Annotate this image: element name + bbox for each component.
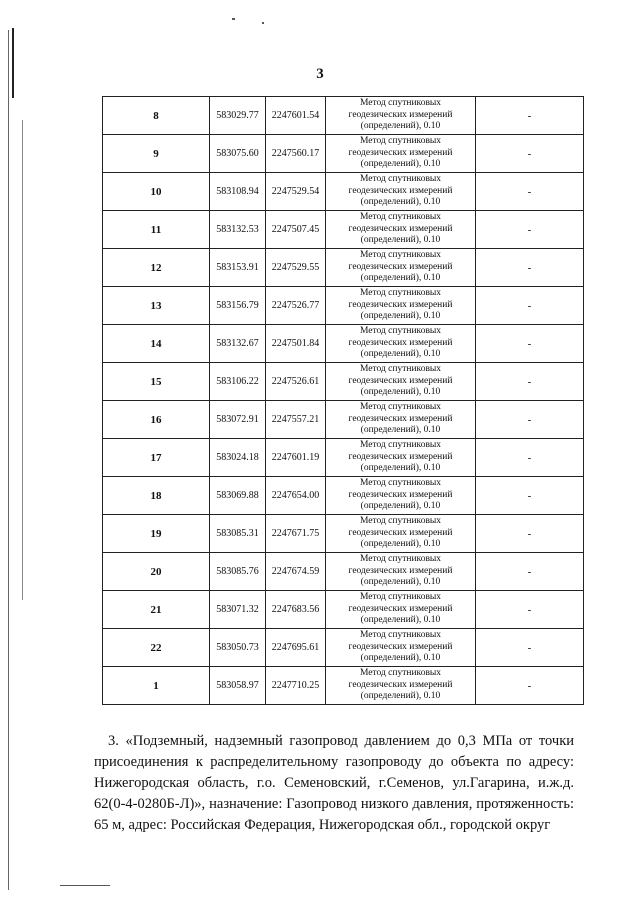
method-cell [326, 477, 476, 515]
method-line: Метод спутниковых [359, 592, 442, 603]
point-number-cell: 16 [103, 401, 210, 439]
method-cell [326, 439, 476, 477]
extra-cell: - [476, 249, 584, 287]
method-line: геодезических измерений [348, 223, 453, 234]
y-coordinate-cell: 2247507.45 [266, 211, 326, 249]
point-number-cell: 12 [103, 249, 210, 287]
y-coordinate-cell: 2247529.55 [266, 249, 326, 287]
method-line: Метод спутниковых [359, 288, 442, 299]
x-coordinate-cell: 583085.31 [210, 515, 266, 553]
x-coordinate-cell: 583085.76 [210, 553, 266, 591]
method-line: (определений), 0.10 [360, 235, 441, 246]
extra-cell: - [476, 439, 584, 477]
table-row [103, 249, 584, 287]
extra-cell: - [476, 135, 584, 173]
extra-cell: - [476, 173, 584, 211]
method-line: геодезических измерений [348, 147, 453, 158]
method-line: Метод спутниковых [359, 402, 442, 413]
table-row [103, 553, 584, 591]
scan-margin-line [8, 30, 9, 890]
point-number-cell: 10 [103, 173, 210, 211]
point-number-cell: 21 [103, 591, 210, 629]
y-coordinate-cell: 2247601.19 [266, 439, 326, 477]
extra-cell: - [476, 401, 584, 439]
extra-cell: - [476, 211, 584, 249]
method-line: Метод спутниковых [359, 326, 442, 337]
x-coordinate-cell: 583029.77 [210, 97, 266, 135]
table-row [103, 515, 584, 553]
method-line: геодезических измерений [348, 527, 453, 538]
method-line: Метод спутниковых [359, 136, 442, 147]
method-cell [326, 211, 476, 249]
method-cell [326, 135, 476, 173]
method-line: Метод спутниковых [359, 250, 442, 261]
table-row [103, 97, 584, 135]
x-coordinate-cell: 583075.60 [210, 135, 266, 173]
y-coordinate-cell: 2247557.21 [266, 401, 326, 439]
method-cell [326, 515, 476, 553]
extra-cell: - [476, 363, 584, 401]
point-number-cell: 20 [103, 553, 210, 591]
x-coordinate-cell: 583069.88 [210, 477, 266, 515]
method-cell [326, 667, 476, 705]
table-row [103, 439, 584, 477]
table-row [103, 401, 584, 439]
method-line: геодезических измерений [348, 299, 453, 310]
scan-margin-line [12, 28, 14, 98]
method-cell [326, 363, 476, 401]
x-coordinate-cell: 583024.18 [210, 439, 266, 477]
method-cell [326, 287, 476, 325]
x-coordinate-cell: 583132.67 [210, 325, 266, 363]
y-coordinate-cell: 2247560.17 [266, 135, 326, 173]
y-coordinate-cell: 2247529.54 [266, 173, 326, 211]
extra-cell: - [476, 553, 584, 591]
x-coordinate-cell: 583058.97 [210, 667, 266, 705]
method-line: Метод спутниковых [359, 440, 442, 451]
method-line: (определений), 0.10 [360, 121, 441, 132]
method-line: Метод спутниковых [359, 478, 442, 489]
scan-mark [60, 885, 110, 886]
coordinates-table [102, 96, 584, 705]
method-line: геодезических измерений [348, 337, 453, 348]
document-paragraph: 3. «Подземный, надземный газопровод давлением до 0,3 МПа от точки присоединения к распределительному газопроводу до объекта по адресу: Нижегородская область, г.о. Семеновский, г.Семенов, ул.Гагарина, и.ж.д. 62(0-4-0280Б-Л)», назначение: Газопровод низкого давления, протяженность: 65 м, адрес: Российская Федерация, Нижегородская обл., городской округ [94, 733, 574, 833]
method-line: Метод спутниковых [359, 98, 442, 109]
method-line: геодезических измерений [348, 185, 453, 196]
table-row [103, 363, 584, 401]
method-line: геодезических измерений [348, 413, 453, 424]
table-row [103, 287, 584, 325]
point-number-cell: 1 [103, 667, 210, 705]
x-coordinate-cell: 583156.79 [210, 287, 266, 325]
x-coordinate-cell: 583153.91 [210, 249, 266, 287]
method-line: Метод спутниковых [359, 174, 442, 185]
method-line: (определений), 0.10 [360, 387, 441, 398]
point-number-cell: 22 [103, 629, 210, 667]
scan-mark [232, 18, 235, 20]
y-coordinate-cell: 2247501.84 [266, 325, 326, 363]
extra-cell: - [476, 477, 584, 515]
x-coordinate-cell: 583108.94 [210, 173, 266, 211]
x-coordinate-cell: 583050.73 [210, 629, 266, 667]
point-number-cell: 17 [103, 439, 210, 477]
table-row [103, 477, 584, 515]
method-line: (определений), 0.10 [360, 691, 441, 702]
table-row [103, 591, 584, 629]
method-cell [326, 249, 476, 287]
method-line: (определений), 0.10 [360, 653, 441, 664]
method-line: (определений), 0.10 [360, 501, 441, 512]
method-cell [326, 401, 476, 439]
extra-cell: - [476, 97, 584, 135]
scan-margin-line [22, 120, 23, 600]
method-line: (определений), 0.10 [360, 539, 441, 550]
y-coordinate-cell: 2247683.56 [266, 591, 326, 629]
extra-cell: - [476, 325, 584, 363]
x-coordinate-cell: 583071.32 [210, 591, 266, 629]
table-row [103, 211, 584, 249]
y-coordinate-cell: 2247601.54 [266, 97, 326, 135]
scan-mark [262, 22, 264, 24]
method-line: (определений), 0.10 [360, 311, 441, 322]
extra-cell: - [476, 515, 584, 553]
method-line: (определений), 0.10 [360, 425, 441, 436]
method-line: геодезических измерений [348, 109, 453, 120]
method-cell [326, 173, 476, 211]
y-coordinate-cell: 2247710.25 [266, 667, 326, 705]
point-number-cell: 18 [103, 477, 210, 515]
y-coordinate-cell: 2247526.77 [266, 287, 326, 325]
method-line: геодезических измерений [348, 375, 453, 386]
method-line: Метод спутниковых [359, 212, 442, 223]
extra-cell: - [476, 591, 584, 629]
extra-cell: - [476, 629, 584, 667]
y-coordinate-cell: 2247671.75 [266, 515, 326, 553]
method-cell [326, 629, 476, 667]
point-number-cell: 13 [103, 287, 210, 325]
x-coordinate-cell: 583132.53 [210, 211, 266, 249]
y-coordinate-cell: 2247654.00 [266, 477, 326, 515]
method-cell [326, 553, 476, 591]
method-line: (определений), 0.10 [360, 615, 441, 626]
x-coordinate-cell: 583106.22 [210, 363, 266, 401]
method-line: (определений), 0.10 [360, 349, 441, 360]
method-line: геодезических измерений [348, 451, 453, 462]
table-row [103, 325, 584, 363]
point-number-cell: 15 [103, 363, 210, 401]
method-line: геодезических измерений [348, 261, 453, 272]
table-row [103, 173, 584, 211]
point-number-cell: 9 [103, 135, 210, 173]
method-line: Метод спутниковых [359, 630, 442, 641]
coordinates-table-body [103, 97, 584, 705]
method-cell [326, 325, 476, 363]
y-coordinate-cell: 2247695.61 [266, 629, 326, 667]
point-number-cell: 8 [103, 97, 210, 135]
method-cell [326, 591, 476, 629]
method-line: Метод спутниковых [359, 516, 442, 527]
page-number: 3 [316, 66, 324, 82]
method-line: (определений), 0.10 [360, 159, 441, 170]
method-line: геодезических измерений [348, 489, 453, 500]
point-number-cell: 14 [103, 325, 210, 363]
y-coordinate-cell: 2247526.61 [266, 363, 326, 401]
point-number-cell: 11 [103, 211, 210, 249]
method-line: геодезических измерений [348, 603, 453, 614]
method-line: Метод спутниковых [359, 668, 442, 679]
method-cell [326, 97, 476, 135]
extra-cell: - [476, 667, 584, 705]
extra-cell: - [476, 287, 584, 325]
table-row [103, 667, 584, 705]
method-line: (определений), 0.10 [360, 463, 441, 474]
table-row [103, 135, 584, 173]
method-line: геодезических измерений [348, 679, 453, 690]
y-coordinate-cell: 2247674.59 [266, 553, 326, 591]
method-line: (определений), 0.10 [360, 273, 441, 284]
method-line: (определений), 0.10 [360, 577, 441, 588]
point-number-cell: 19 [103, 515, 210, 553]
x-coordinate-cell: 583072.91 [210, 401, 266, 439]
method-line: (определений), 0.10 [360, 197, 441, 208]
method-line: Метод спутниковых [359, 554, 442, 565]
method-line: геодезических измерений [348, 641, 453, 652]
method-line: геодезических измерений [348, 565, 453, 576]
table-row [103, 629, 584, 667]
method-line: Метод спутниковых [359, 364, 442, 375]
